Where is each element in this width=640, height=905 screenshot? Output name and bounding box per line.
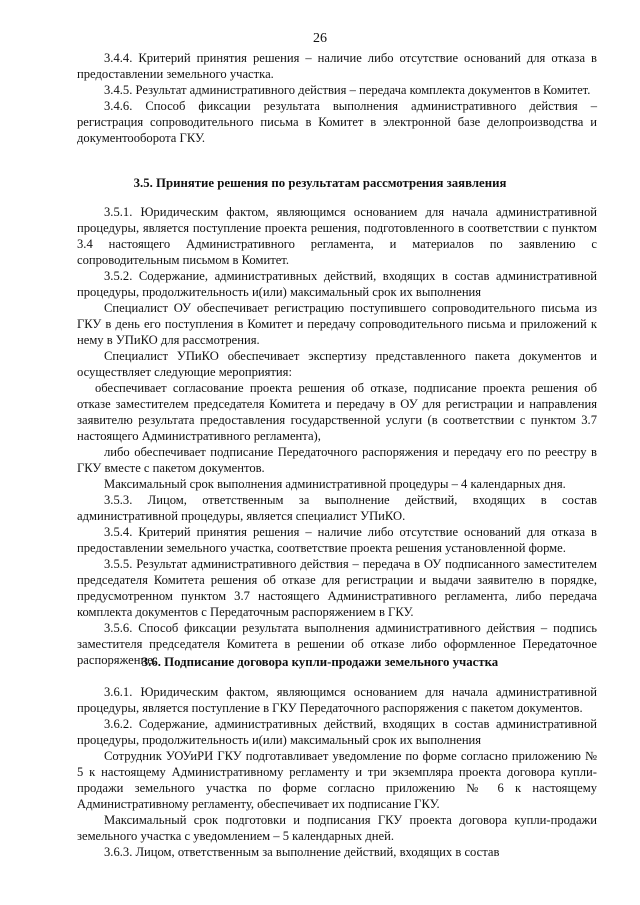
section-3-4-tail (77, 50, 597, 146)
paragraph-3-5-3: 3.5.3. Лицом, ответственным за выполнение действий, входящих в состав административной процедуры, является специалист УПиКО. (77, 493, 597, 523)
paragraph-uouiri: Сотрудник УОУиРИ ГКУ подготавливает уведомление по форме согласно приложению № 5 к настоящему Административному регламенту и три экземпляра проекта договора купли-продажи земельного участка по форме согласно приложению № 6 к настоящему Административному регламенту, обеспечивает их подписание ГКУ. (77, 749, 597, 811)
paragraph-3-6-1: 3.6.1. Юридическим фактом, являющимся основанием для начала административной процедуры, является поступление в ГКУ Передаточного распоряжения с пакетом документов. (77, 685, 597, 715)
paragraph-3-5-2: 3.5.2. Содержание, административных действий, входящих в состав административной процедуры, продолжительность и(или) максимальный срок их выполнения (77, 269, 597, 299)
paragraph-3-5-6: 3.5.6. Способ фиксации результата выполнения административного действия – подпись заместителя председателя Комитета в решении об отказе либо оформленное Передаточное распоряжение. (77, 621, 597, 667)
paragraph-3-4-4: 3.4.4. Критерий принятия решения – наличие либо отсутствие оснований для отказа в предоставлении земельного участка. (77, 51, 597, 81)
heading-3-5: 3.5. Принятие решения по результатам рассмотрения заявления (133, 176, 507, 190)
paragraph-3-5-5: 3.5.5. Результат административного действия – передача в ОУ подписанного заместителем председателя Комитета решения об отказе для регистрации и выдачи заявителю в порядке, предусмотренном пунктом 3.7 настоящего Административного регламента, либо передача комплекта документов с Передаточным распоряжением в ГКУ. (77, 557, 597, 619)
paragraph-max-prep: Максимальный срок подготовки и подписания ГКУ проекта договора купли-продажи земельного участка с уведомлением – 5 календарных дней. (77, 813, 597, 843)
heading-3-6: 3.6. Подписание договора купли-продажи земельного участка (141, 655, 499, 669)
paragraph-3-6-3: 3.6.3. Лицом, ответственным за выполнение действий, входящих в состав (104, 845, 500, 859)
paragraph-ou-specialist: Специалист ОУ обеспечивает регистрацию поступившего сопроводительного письма из ГКУ в день его поступления в Комитет и передачу сопроводительного письма и приложений к нему в УПиКО для рассмотрения. (77, 301, 597, 347)
paragraph-3-5-1: 3.5.1. Юридическим фактом, являющимся основанием для начала административной процедуры, является поступление проекта решения, подготовленного в соответствии с пунктом 3.4 настоящего Административного регламента, и материалов по заявлению с сопроводительным письмом в Комитет. (77, 205, 597, 267)
page-number: 26 (313, 31, 327, 46)
paragraph-max-term: Максимальный срок выполнения административной процедуры – 4 календарных дня. (104, 477, 566, 491)
paragraph-3-6-2: 3.6.2. Содержание, административных действий, входящих в состав административной процедуры, продолжительность и(или) максимальный срок их выполнения (77, 717, 597, 747)
paragraph-3-5-4: 3.5.4. Критерий принятия решения – наличие либо отсутствие оснований для отказа в предоставлении земельного участка, соответствие проекта решения установленной форме. (77, 525, 597, 555)
section-3-6-body (77, 684, 597, 860)
section-3-5-body (77, 204, 597, 668)
paragraph-ensures: обеспечивает согласование проекта решения об отказе, подписание проекта решения об отказе заместителем председателя Комитета и передачу в ОУ для регистрации и направления заявителю результата предоставления государственной услуги (в соответствии с пунктом 3.7 настоящего Административного регламента), (77, 381, 597, 443)
paragraph-either: либо обеспечивает подписание Передаточного распоряжения и передачу его по реестру в ГКУ вместе с пакетом документов. (77, 445, 597, 475)
paragraph-upiko-specialist: Специалист УПиКО обеспечивает экспертизу представленного пакета документов и осуществляет следующие мероприятия: (77, 349, 597, 379)
paragraph-3-4-5: 3.4.5. Результат административного действия – передача комплекта документов в Комитет. (104, 83, 591, 97)
paragraph-3-4-6: 3.4.6. Способ фиксации результата выполнения административного действия – регистрация сопроводительного письма в Комитет в электронной базе делопроизводства и документооборота ГКУ. (77, 99, 597, 145)
